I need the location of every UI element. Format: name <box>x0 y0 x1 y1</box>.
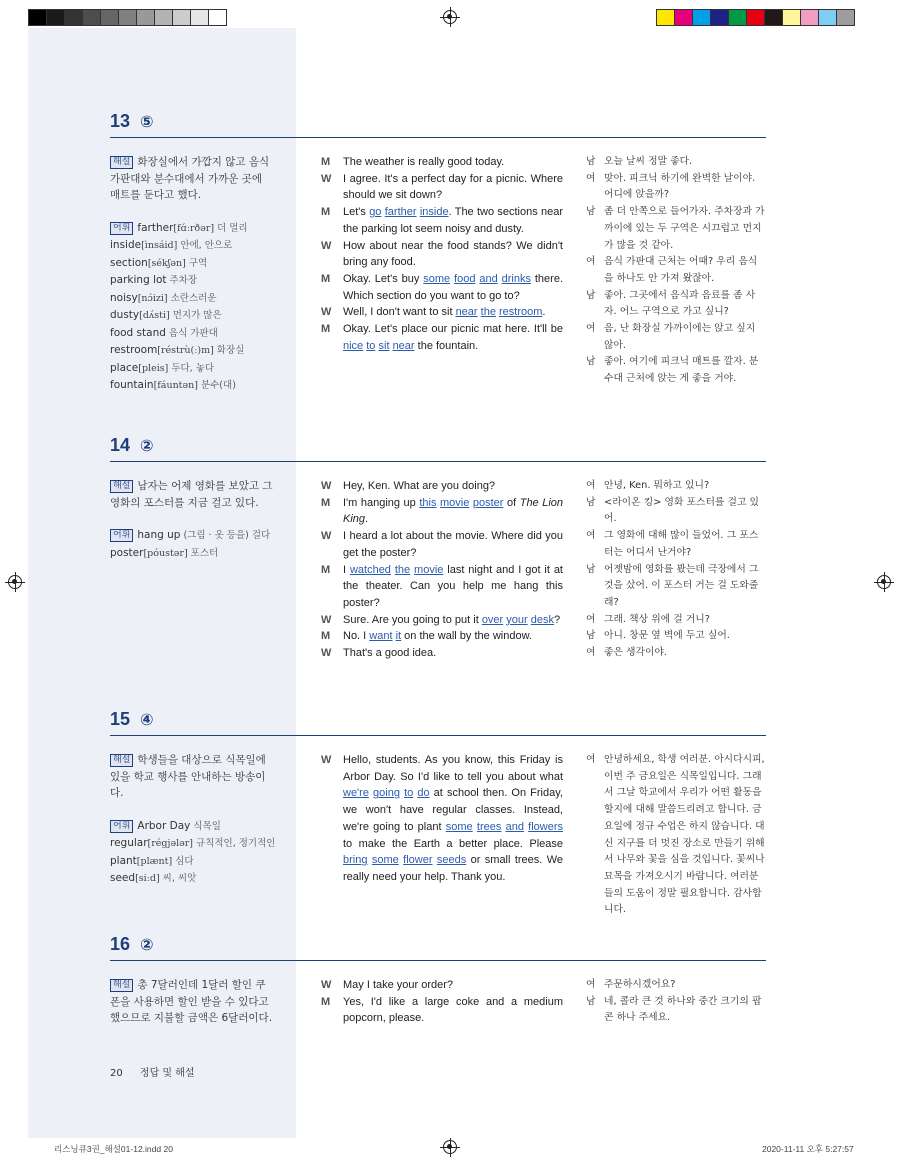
dialogue-column <box>321 154 563 354</box>
dialogue-line <box>321 612 563 629</box>
answer-keyword: seeds <box>436 854 467 867</box>
dialogue-text: Sure. Are you going to put it over your desk? <box>343 613 561 626</box>
dialogue-line <box>321 321 563 354</box>
translation-line <box>586 528 766 561</box>
speaker-label-ko: 여 <box>586 256 596 268</box>
answer-keyword: food <box>454 272 476 285</box>
question-section <box>110 434 766 660</box>
answer-choice: ④ <box>140 709 154 729</box>
process-swatch <box>728 9 747 26</box>
speaker-label-ko: 남 <box>586 206 596 218</box>
gray-swatch <box>154 9 173 26</box>
dialogue-line <box>321 977 563 994</box>
section-divider <box>110 960 766 961</box>
vocab-pronunciation: [fáuntən] <box>153 380 198 391</box>
answer-keyword: restroom <box>499 306 543 319</box>
speaker-label: W <box>321 754 332 766</box>
translation-line <box>586 495 766 528</box>
speaker-label-ko: 남 <box>586 995 596 1007</box>
vocab-word: inside <box>110 239 142 251</box>
answer-keyword: going <box>373 787 400 800</box>
section-heading <box>110 933 766 955</box>
translation-text: 어젯밤에 영화를 봤는데 극장에서 그것을 샀어. 이 포스터 거는 걸 도와줄래? <box>604 563 759 608</box>
translation-line <box>586 977 766 994</box>
vocab-word: farther <box>137 221 174 234</box>
explanation <box>110 478 275 511</box>
registration-mark-right <box>877 575 891 589</box>
answer-choice: ② <box>140 435 154 455</box>
speaker-label-ko: 남 <box>586 496 596 508</box>
translation-line <box>586 171 766 204</box>
explanation <box>110 154 275 204</box>
dialogue-text: Okay. Let's place our picnic mat here. It'll be nice to sit near the fountain. <box>343 323 563 352</box>
answer-keyword: do <box>417 787 430 800</box>
process-swatch <box>764 9 783 26</box>
vocab-word: Arbor Day <box>137 819 191 832</box>
dialogue-column <box>321 752 563 886</box>
translation-line <box>586 628 766 645</box>
speaker-label-ko: 남 <box>586 563 596 575</box>
explanation-text: 남자는 어제 영화를 보았고 그 영화의 포스터를 지금 걸고 있다. <box>110 480 273 509</box>
translation-text: 오늘 날씨 정말 좋다. <box>604 156 693 167</box>
gray-swatch <box>190 9 209 26</box>
dialogue-line <box>321 495 563 528</box>
explanation-text: 화장실에서 가깝지 않고 음식 가판대와 분수대에서 가까운 곳에 매트를 둔다고 했다. <box>110 156 270 201</box>
grayscale-color-bar <box>28 9 226 26</box>
speaker-label: M <box>321 563 331 576</box>
translation-line <box>586 645 766 662</box>
vocab-pronunciation: [dʌ́sti] <box>139 310 170 321</box>
answer-keyword: near <box>392 339 415 352</box>
vocab-word: regular <box>110 837 148 849</box>
translation-text: 네, 콜라 큰 것 하나와 중간 크기의 팝콘 하나 주세요. <box>604 995 762 1024</box>
speaker-label: M <box>321 272 331 285</box>
dialogue-text: I heard a lot about the movie. Where did you get the poster? <box>343 530 563 559</box>
answer-keyword: bring <box>343 854 368 867</box>
dialogue-text: Let's go farther inside. The two sections near the parking lot seem noisy and dusty. <box>343 206 564 235</box>
dialogue-text: How about near the food stands? We didn't bring any food. <box>343 239 563 269</box>
speaker-label-ko: 여 <box>586 647 596 659</box>
page-footer <box>110 1064 209 1079</box>
vocab-word: place <box>110 361 139 374</box>
vocab-meaning: 분수(대) <box>200 380 236 391</box>
speaker-label: M <box>321 496 331 509</box>
vocab-item <box>110 835 275 853</box>
footer-label: 정답 및 해설 <box>139 1068 195 1079</box>
dialogue-line <box>321 154 563 171</box>
speaker-label-ko: 여 <box>586 613 596 625</box>
vocab-word: parking lot <box>110 274 167 286</box>
explanation-tag: 해설 <box>110 979 133 992</box>
vocab-item <box>110 527 275 545</box>
translation-text: 주문하시겠어요? <box>604 979 676 990</box>
speaker-label-ko: 여 <box>586 480 596 491</box>
answer-keyword: nice <box>343 339 364 352</box>
process-swatch <box>746 9 765 26</box>
vocab-pronunciation: [siːd] <box>135 873 160 884</box>
answer-keyword: the <box>480 306 496 319</box>
answer-keyword: farther <box>384 206 417 219</box>
process-swatch <box>656 9 675 26</box>
vocab-tag: 어휘 <box>110 820 133 833</box>
explanation <box>110 752 275 802</box>
explanation-text: 학생들을 대상으로 식목일에 있을 학교 행사를 안내하는 방송이다. <box>110 754 266 799</box>
dialogue-line <box>321 645 563 662</box>
vocab-meaning: 구역 <box>188 257 208 269</box>
answer-keyword: and <box>479 272 498 285</box>
answer-keyword: movie <box>440 496 470 509</box>
page-number: 20 <box>110 1068 123 1079</box>
translation-column <box>586 977 766 1027</box>
dialogue-text: I'm hanging up this movie poster of The Lion King. <box>343 496 564 526</box>
dialogue-line <box>321 171 563 204</box>
speaker-label: M <box>321 995 331 1008</box>
process-swatch <box>674 9 693 26</box>
speaker-label: M <box>321 156 331 168</box>
dialogue-text: May I take your order? <box>343 979 454 991</box>
translation-text: 음식 가판대 근처는 어때? 우리 음식을 하나도 안 가져 왔잖아. <box>604 256 758 284</box>
translation-text: 좋아. 그곳에서 음식과 음료를 좀 사자. 어느 구역으로 가고 싶니? <box>604 289 756 318</box>
vocab-word: hang up <box>137 529 181 541</box>
vocab-meaning: 소란스러운 <box>170 292 217 304</box>
section-heading <box>110 708 766 730</box>
speaker-label: W <box>321 613 332 626</box>
translation-line <box>586 321 766 354</box>
vocab-meaning: 규칙적인, 정기적인 <box>195 838 276 849</box>
dialogue-line <box>321 994 563 1027</box>
explanation-tag: 해설 <box>110 480 133 493</box>
vocab-item <box>110 255 275 273</box>
vocab-item <box>110 870 275 888</box>
section-heading <box>110 434 766 456</box>
answer-keyword: this <box>419 496 437 509</box>
gray-swatch <box>46 9 65 26</box>
answer-keyword: inside <box>419 206 449 219</box>
translation-text: 안녕하세요, 학생 여러분. 아시다시피, 이번 주 금요일은 식목일입니다. 그래서 그날 학교에서 우리가 어떤 활동을 할지에 대해 말씀드리려고 합니다. 금요일에 정규 수업은 하지 않습니다. 대신 지구를 더 멋진 장소로 만들기 위해서 나무와 꽃을 심을 것입니다. 꽃씨나 묘목을 가져오시기 바랍니다. 여러분들의 도움이 정말 필요합니다. 감사합니다. <box>604 754 765 916</box>
vocab-meaning: (그림 · 옷 등을) 걸다 <box>183 530 271 541</box>
vocab-word: dusty <box>110 309 140 321</box>
gray-swatch <box>208 9 227 26</box>
speaker-label-ko: 남 <box>586 630 596 642</box>
vocab-word: food stand <box>110 326 166 339</box>
vocab-word: plant <box>110 854 137 867</box>
dialogue-text: Hey, Ken. What are you doing? <box>343 480 496 492</box>
vocab-item <box>110 290 275 308</box>
answer-keyword: go <box>369 206 382 219</box>
translation-line <box>586 612 766 629</box>
translation-line <box>586 478 766 495</box>
section-divider <box>110 735 766 736</box>
vocab-item <box>110 377 275 395</box>
question-number: 16 <box>110 933 131 954</box>
explanation <box>110 977 275 1027</box>
translation-column <box>586 752 766 919</box>
question-number: 14 <box>110 434 131 455</box>
gray-swatch <box>28 9 47 26</box>
vocab-item <box>110 545 275 563</box>
translation-text: <라이온 킹> 영화 포스터를 걸고 있어. <box>604 496 760 525</box>
translation-line <box>586 254 766 287</box>
dialogue-text: Yes, I'd like a large coke and a medium popcorn, please. <box>343 995 563 1025</box>
dialogue-line <box>321 562 563 612</box>
vocab-pronunciation: [sékʃən] <box>147 257 186 269</box>
translation-line <box>586 154 766 171</box>
dialogue-line <box>321 238 563 271</box>
dialogue-line <box>321 204 563 237</box>
dialogue-line <box>321 628 563 645</box>
translation-line <box>586 562 766 612</box>
speaker-label-ko: 여 <box>586 979 596 990</box>
answer-keyword: to <box>404 787 414 800</box>
speaker-label: W <box>321 480 332 492</box>
vocab-meaning: 화장실 <box>216 345 245 356</box>
dialogue-text: Hello, students. As you know, this Friday is Arbor Day. So I'd like to tell you about what we're going to do at school then. On Friday, we won't have regular classes. Instead, we're going to plant some trees and flowers to make the Earth a better place. Please bring some flower seeds or small trees. We really need your help. Thank you. <box>343 754 564 883</box>
dialogue-line <box>321 752 563 886</box>
answer-keyword: flower <box>403 854 433 867</box>
dialogue-column <box>321 977 563 1027</box>
explanation-column <box>110 752 275 888</box>
answer-keyword: we're <box>343 787 369 800</box>
answer-keyword: some <box>445 820 473 833</box>
slug-timestamp: 2020-11-11 오후 5:27:57 <box>762 1144 854 1154</box>
answer-keyword: watched <box>349 563 391 576</box>
dialogue-text: That's a good idea. <box>343 647 437 660</box>
speaker-label-ko: 여 <box>586 530 596 542</box>
vocab-item <box>110 272 275 290</box>
translation-text: 그래. 책상 위에 걸 거니? <box>604 613 710 625</box>
translation-text: 음, 난 화장실 가까이에는 앉고 싶지 않아. <box>604 323 756 351</box>
answer-keyword: movie <box>414 563 444 576</box>
speaker-label: W <box>321 172 332 185</box>
section-divider <box>110 461 766 462</box>
speaker-label-ko: 여 <box>586 323 596 335</box>
question-section <box>110 110 766 391</box>
dialogue-line <box>321 528 563 561</box>
translation-line <box>586 204 766 254</box>
dialogue-line <box>321 271 563 304</box>
answer-keyword: some <box>423 272 451 285</box>
section-heading <box>110 110 766 132</box>
vocab-meaning: 식목일 <box>193 820 221 832</box>
answer-keyword: the <box>394 563 411 576</box>
vocab-meaning: 주차장 <box>169 275 198 286</box>
translation-column <box>586 154 766 388</box>
dialogue-text: The weather is really good today. <box>343 156 505 168</box>
translation-text: 좋아. 여기에 피크닉 매트를 깔자. 분수대 근처에 앉는 게 좋을 거야. <box>604 356 759 385</box>
vocab-pronunciation: [fɑ́ːrðər] <box>173 222 215 234</box>
speaker-label: M <box>321 630 331 643</box>
process-color-bar <box>656 9 854 26</box>
dialogue-text: I agree. It's a perfect day for a picnic. Where should we sit down? <box>343 172 563 202</box>
explanation-tag: 해설 <box>110 156 133 169</box>
translation-text: 아니. 창문 옆 벽에 두고 싶어. <box>604 630 730 642</box>
vocab-pronunciation: [pleis] <box>138 362 169 374</box>
answer-keyword: drinks <box>501 272 531 285</box>
vocab-item <box>110 220 275 238</box>
gray-swatch <box>64 9 83 26</box>
vocab-pronunciation: [póustər] <box>143 547 188 559</box>
translation-line <box>586 288 766 321</box>
registration-mark-left <box>8 575 22 589</box>
vocab-word: fountain <box>110 379 154 391</box>
answer-keyword: some <box>371 854 399 867</box>
speaker-label-ko: 여 <box>586 172 596 184</box>
vocab-tag: 어휘 <box>110 222 133 235</box>
answer-keyword: it <box>395 630 402 643</box>
translation-text: 맞아. 피크닉 하기에 완벽한 날이야. 어디에 앉을까? <box>604 172 756 201</box>
question-number: 15 <box>110 708 131 729</box>
process-swatch <box>782 9 801 26</box>
vocab-word: seed <box>110 872 136 884</box>
translation-text: 안녕, Ken. 뭐하고 있니? <box>604 480 710 491</box>
translation-text: 좋은 생각이야. <box>604 647 668 659</box>
vocab-pronunciation: [ìnsáid] <box>141 240 178 251</box>
translation-text: 그 영화에 대해 많이 들었어. 그 포스터는 어디서 난거야? <box>604 530 759 558</box>
answer-keyword: trees <box>476 820 502 833</box>
translation-line <box>586 994 766 1027</box>
answer-keyword: desk <box>530 613 554 626</box>
speaker-label-ko: 남 <box>586 289 596 301</box>
vocab-pronunciation: [réstrù(ː)m] <box>157 345 214 356</box>
answer-keyword: your <box>506 613 528 626</box>
explanation-column <box>110 977 275 1027</box>
gray-swatch <box>100 9 119 26</box>
question-section <box>110 708 766 916</box>
vocab-item <box>110 818 275 836</box>
vocab-pronunciation: [régjələr] <box>147 838 193 849</box>
vocab-item <box>110 237 275 255</box>
answer-keyword: poster <box>472 496 504 509</box>
translation-line <box>586 354 766 387</box>
vocab-meaning: 심다 <box>175 855 194 867</box>
vocab-word: poster <box>110 546 144 559</box>
dialogue-column <box>321 478 563 662</box>
vocab-item <box>110 360 275 378</box>
question-number: 13 <box>110 110 131 131</box>
slug-filename: 리스닝큐3권_해설01-12.indd 20 <box>54 1144 173 1154</box>
vocab-meaning: 안에, 안으로 <box>180 240 233 251</box>
speaker-label: W <box>321 530 332 543</box>
vocab-meaning: 씨, 씨앗 <box>162 873 197 884</box>
answer-keyword: and <box>505 820 524 833</box>
process-swatch <box>800 9 819 26</box>
question-section <box>110 933 766 1025</box>
process-swatch <box>818 9 837 26</box>
translation-column <box>586 478 766 662</box>
speaker-label: W <box>321 239 332 252</box>
answer-keyword: near <box>455 306 478 319</box>
answer-keyword: flowers <box>528 820 563 833</box>
vocab-pronunciation: [plænt] <box>136 855 173 867</box>
answer-choice: ② <box>140 934 154 954</box>
explanation-column <box>110 154 275 395</box>
gray-swatch <box>172 9 191 26</box>
vocab-meaning: 더 멀리 <box>217 222 248 234</box>
vocab-meaning: 먼지가 많은 <box>172 310 222 321</box>
dialogue-line <box>321 478 563 495</box>
speaker-label: W <box>321 979 332 991</box>
process-swatch <box>692 9 711 26</box>
answer-keyword: sit <box>378 339 390 352</box>
dialogue-text: Well, I don't want to sit near the restroom. <box>343 306 546 319</box>
vocab-item <box>110 853 275 871</box>
vocab-tag: 어휘 <box>110 529 133 542</box>
speaker-label: W <box>321 647 332 660</box>
dialogue-text: No. I want it on the wall by the window. <box>343 630 532 643</box>
vocab-meaning: 포스터 <box>190 547 219 559</box>
explanation-text: 총 7달러인데 1달러 할인 쿠폰을 사용하면 할인 받을 수 있다고 했으므로 지불할 금액은 6달러이다. <box>110 979 273 1024</box>
dialogue-text: Okay. Let's buy some food and drinks there. Which section do you want to go to? <box>343 272 564 302</box>
answer-choice: ⑤ <box>140 111 154 131</box>
vocab-meaning: 두다, 놓다 <box>171 362 215 374</box>
title-text: The Lion King <box>343 496 564 526</box>
section-divider <box>110 137 766 138</box>
process-swatch <box>710 9 729 26</box>
vocab-item <box>110 307 275 325</box>
vocab-pronunciation: [nɔ́izi] <box>137 292 168 304</box>
speaker-label-ko: 남 <box>586 156 596 167</box>
registration-mark-top <box>443 10 457 24</box>
registration-mark-bottom <box>443 1140 457 1154</box>
explanation-column <box>110 478 275 562</box>
explanation-tag: 해설 <box>110 754 133 767</box>
answer-keyword: to <box>366 339 376 352</box>
vocab-word: noisy <box>110 291 138 304</box>
gray-swatch <box>136 9 155 26</box>
vocab-item <box>110 342 275 360</box>
translation-text: 좀 더 안쪽으로 들어가자. 주차장과 가까이에 있는 두 구역은 시끄럽고 먼지가 많을 것 같아. <box>604 206 765 251</box>
answer-keyword: want <box>369 630 393 643</box>
gray-swatch <box>118 9 137 26</box>
speaker-label: W <box>321 306 332 319</box>
speaker-label-ko: 남 <box>586 356 596 368</box>
speaker-label: M <box>321 323 331 336</box>
vocab-meaning: 음식 가판대 <box>168 327 218 339</box>
speaker-label-ko: 여 <box>586 754 596 765</box>
vocab-item <box>110 325 275 343</box>
process-swatch <box>836 9 855 26</box>
dialogue-line <box>321 304 563 321</box>
vocab-word: section <box>110 256 148 269</box>
gray-swatch <box>82 9 101 26</box>
dialogue-text: I watched the movie last night and I got it at the theater. Can you help me hang this poster? <box>343 563 563 609</box>
answer-keyword: over <box>481 613 504 626</box>
vocab-word: restroom <box>110 344 158 356</box>
speaker-label: M <box>321 206 331 219</box>
translation-line <box>586 752 766 919</box>
